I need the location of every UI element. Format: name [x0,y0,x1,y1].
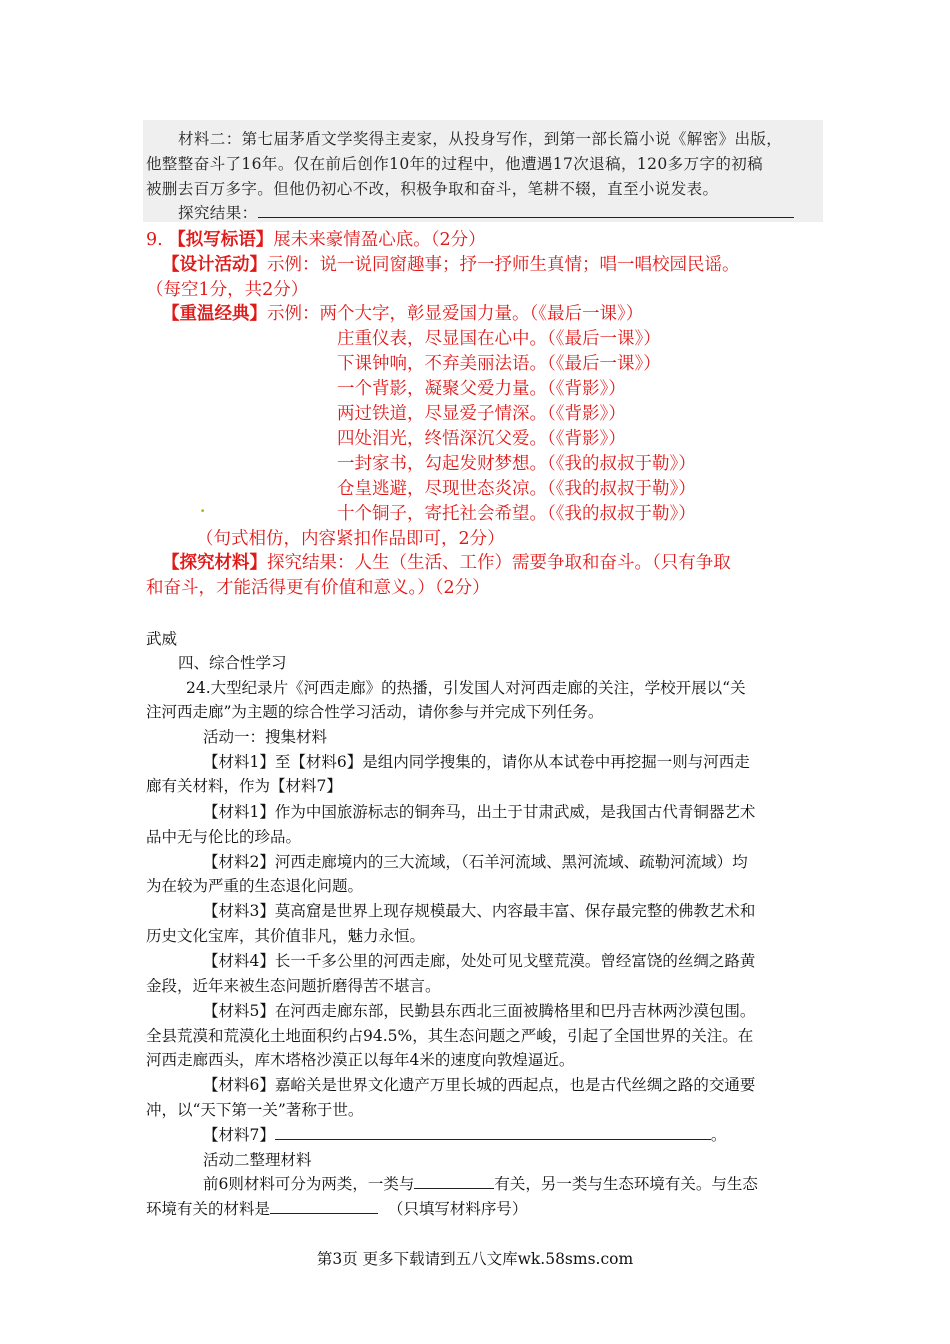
slogan-tag: 【拟写标语】 [168,230,274,250]
page-footer: 第3页 更多下载请到五八文库wk.58sms.com [316,1250,634,1268]
review-prefix: 示例： [267,304,320,324]
material7-label: 【材料7】 [203,1126,275,1144]
material4-line: 【材料4】长一千多公里的河西走廊，处处可见戈壁荒漠。曾经富饶的丝绸之路黄 [203,952,756,970]
review-line: 四处泪光，终悟深沉父爱。（《背影》） [337,429,626,449]
activity2-heading: 活动二整理材料 [203,1151,312,1169]
material2-item-line: 【材料2】河西走廊境内的三大流域，（石羊河流域、黑河流域、疏勒河流域）均 [203,853,748,871]
q9-number: 9. [146,230,163,250]
material7-blank[interactable] [275,1125,711,1140]
intro-line: 【材料1】至【材料6】是组内同学搜集的，请你从本试卷中再挖掘一则与河西走 [203,753,750,771]
design-text: 示例：说一说同窗趣事；抒一抒师生真情；唱一唱校园民谣。 [267,255,740,275]
sort-text-a: 前6则材料可分为两类，一类与 [203,1175,415,1193]
design-tag: 【设计活动】 [162,255,267,275]
review-line: 下课钟响，不弃美丽法语。（《最后一课》） [337,354,661,374]
result-answer-blank[interactable] [258,203,794,218]
review-tag: 【重温经典】 [162,304,267,324]
result-label [178,201,794,223]
review-line: 十个铜子，寄托社会希望。（《我的叔叔于勒》） [337,504,696,524]
material4-line: 金段，近年来被生态问题折磨得苦不堪言。 [146,977,441,995]
region-label: 武威 [146,630,178,648]
material7-end: 。 [710,1126,727,1144]
q24-line: 24.大型纪录片《河西走廊》的热播，引发国人对河西走廊的关注，学校开展以“关 [186,679,746,697]
slogan-text: 展未来豪情盈心底。（2分） [273,230,486,250]
explore-material [162,549,731,574]
material2-line: 材料二：第七届茅盾文学奖得主麦家，从投身写作，到第一部长篇小说《解密》出版， [178,130,783,148]
material6-line: 【材料6】嘉峪关是世界文化遗产万里长城的西起点，也是古代丝绸之路的交通要 [203,1076,756,1094]
review-line: 两过铁道，尽显爱子情深。（《背影》） [337,404,626,424]
design-score: （每空1分，共2分） [146,280,309,300]
section-heading: 四、综合性学习 [178,654,287,672]
category-blank[interactable] [414,1174,494,1189]
review-note: （句式相仿，内容紧扣作品即可，2分） [196,529,505,549]
material6-line: 冲，以“天下第一关”著称于世。 [146,1101,364,1119]
material5-line: 全县荒漠和荒漠化土地面积约占94.5%，其生态问题之严峻，引起了全国世界的关注。在 [146,1027,754,1045]
material3-line: 历史文化宝库，其价值非凡，魅力永恒。 [146,927,426,945]
review-classic [162,300,643,325]
intro-line: 廊有关材料，作为【材料7】 [146,777,342,795]
material1-line: 【材料1】作为中国旅游标志的铜奔马，出土于甘肃武威，是我国古代青铜器艺术 [203,803,756,821]
ecology-materials-blank[interactable] [270,1199,378,1214]
review-line: 两个大字，彰显爱国力量。（《最后一课》） [319,304,644,324]
design-activity [162,251,740,276]
sort-text-b: 有关，另一类与生态环境有关。与生态 [494,1175,758,1193]
review-line: 一封家书，勾起发财梦想。（《我的叔叔于勒》） [337,454,696,474]
result-label-text: 探究结果： [178,204,258,222]
review-line: 仓皇逃避，尽现世态炎凉。（《我的叔叔于勒》） [337,479,696,499]
explore-text: 探究结果：人生（生活、工作）需要争取和奋斗。（只有争取 [267,553,731,573]
activity1-heading: 活动一：搜集材料 [203,728,328,746]
material5-line: 【材料5】在河西走廊东部，民勤县东西北三面被腾格里和巴丹吉林两沙漠包围。 [203,1002,756,1020]
material3-line: 【材料3】莫高窟是世界上现存规模最大、内容最丰富、保存最完整的佛教艺术和 [203,902,756,920]
review-line: 一个背影，凝聚父爱力量。（《背影》） [337,379,626,399]
material1-line: 品中无与伦比的珍品。 [146,828,302,846]
sort-text-d: （只填写材料序号） [387,1200,528,1218]
material7-row [203,1123,726,1145]
review-line: 庄重仪表，尽显国在心中。（《最后一课》） [337,329,661,349]
material2-item-line: 为在较为严重的生态退化问题。 [146,877,364,895]
material2-line: 被删去百万多字。但他仍初心不改，积极争取和奋斗，笔耕不辍，直至小说发表。 [146,180,719,198]
material2-line: 他整整奋斗了16年。仅在前后创作10年的过程中，他遭遇17次退稿，120多万字的初稿 [146,155,764,173]
material5-line: 河西走廊西头，库木塔格沙漠正以每年4米的速度向敦煌逼近。 [146,1051,575,1069]
explore-text-cont: 和奋斗，才能活得更有价值和意义。）（2分） [146,578,490,598]
explore-tag: 【探究材料】 [162,553,267,573]
stray-dot-mark: . [200,498,206,516]
q24-line: 注河西走廊”为主题的综合性学习活动，请你参与并完成下列任务。 [146,703,604,721]
sort-text-c: 环境有关的材料是 [146,1200,271,1218]
sort-row-2 [146,1197,527,1219]
q9-slogan [146,226,486,251]
sort-row [203,1172,758,1194]
